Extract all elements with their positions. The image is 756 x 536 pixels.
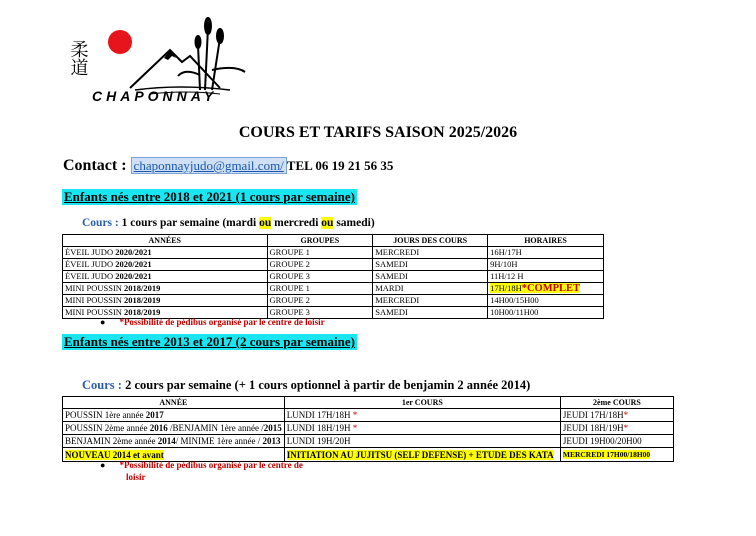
complet-flag: *COMPLET	[521, 283, 581, 294]
cell-jour: MARDI	[373, 283, 488, 295]
table-row	[63, 409, 674, 422]
cours-part: samedi)	[333, 217, 375, 229]
section2-cours-line	[82, 378, 530, 393]
cell-cours2: JEUDI 17H/18H*	[560, 409, 673, 422]
cell-cours1: LUNDI 19H/20H	[284, 435, 560, 448]
table-row	[63, 283, 604, 295]
cell-jour: MERCREDI	[373, 295, 488, 307]
table-row	[63, 247, 604, 259]
cell-jour: SAMEDI	[373, 271, 488, 283]
cours-part: mercredi	[271, 217, 322, 229]
pedibus-note-2: ● *Possibilité de pédibus organisé par le centre de	[100, 460, 303, 470]
cell-cours1: LUNDI 17H/18H *	[284, 409, 560, 422]
cell-cours2: JEUDI 18H/19H*	[560, 422, 673, 435]
contact-label: Contact :	[63, 157, 127, 174]
table-header-row	[63, 397, 674, 409]
cell-horaire: 10H00/11H00	[488, 307, 604, 319]
schedule-table-1	[62, 234, 604, 319]
header-cours1: 1er COURS	[284, 397, 560, 409]
cell-annee: MINI POUSSIN 2018/2019	[63, 283, 268, 295]
cell-cours2: MERCREDI 17H00/18H00	[560, 448, 673, 462]
cell-annee: ÉVEIL JUDO 2020/2021	[63, 259, 268, 271]
cell-horaire: 16H/17H	[488, 247, 604, 259]
cell-horaire: 14H00/15H00	[488, 295, 604, 307]
cell-cours1: INITIATION AU JUJITSU (SELF DEFENSE) + ETUDE DES KATA	[284, 448, 560, 462]
table-row	[63, 295, 604, 307]
schedule-table-2	[62, 396, 674, 462]
section1-banner: Enfants nés entre 2018 et 2021 (1 cours par semaine)	[64, 189, 355, 204]
cell-horaire: 11H/12 H	[488, 271, 604, 283]
logo-kanji: 柔道	[67, 40, 89, 76]
cell-jour: MERCREDI	[373, 247, 488, 259]
section1-cours-line	[82, 217, 375, 229]
bullet-icon: ●	[100, 317, 106, 327]
cell-horaire: 17H/18H*COMPLET	[488, 283, 604, 295]
page-title: COURS ET TARIFS SAISON 2025/2026	[238, 124, 518, 141]
cell-annee: BENJAMIN 2ème année 2014/ MINIME 1ère année / 2013	[63, 435, 285, 448]
cell-groupe: GROUPE 3	[267, 271, 373, 283]
table-row	[63, 422, 674, 435]
cell-groupe: GROUPE 2	[267, 259, 373, 271]
cours-label: Cours :	[82, 378, 122, 392]
cours-or-highlight: ou	[259, 217, 272, 229]
header-annee: ANNÉE	[63, 397, 285, 409]
cell-annee: MINI POUSSIN 2018/2019	[63, 295, 268, 307]
cell-groupe: GROUPE 1	[267, 283, 373, 295]
cell-groupe: GROUPE 3	[267, 307, 373, 319]
cell-cours2: JEUDI 19H00/20H00	[560, 435, 673, 448]
cell-annee: ÉVEIL JUDO 2020/2021	[63, 247, 268, 259]
cell-annee: NOUVEAU 2014 et avant	[63, 448, 285, 462]
cours-label: Cours :	[82, 217, 119, 229]
cell-annee: POUSSIN 2ème année 2016 /BENJAMIN 1ère année /2015	[63, 422, 285, 435]
header-jours: JOURS DES COURS	[373, 235, 488, 247]
cours-text: 2 cours par semaine (+ 1 cours optionnel à partir de benjamin 2 année 2014)	[125, 378, 531, 392]
cell-jour: SAMEDI	[373, 259, 488, 271]
table-row	[63, 259, 604, 271]
table-header-row	[63, 235, 604, 247]
logo-text: CHAPONNAY	[92, 88, 218, 104]
pedibus-note-1: ● *Possibilité de pédibus organisé par le centre de loisir	[100, 317, 325, 327]
header-horaires: HORAIRES	[488, 235, 604, 247]
table-row	[63, 271, 604, 283]
pedibus-note-2-cont: loisir	[126, 472, 146, 482]
contact-line	[63, 157, 393, 175]
phone-number: TEL 06 19 21 56 35	[286, 158, 394, 173]
cell-jour: SAMEDI	[373, 307, 488, 319]
cell-cours1: LUNDI 18H/19H *	[284, 422, 560, 435]
email-link[interactable]: chaponnayjudo@gmail.com/	[131, 157, 287, 174]
header-groupes: GROUPES	[267, 235, 373, 247]
cours-or-highlight: ou	[321, 217, 334, 229]
cell-groupe: GROUPE 1	[267, 247, 373, 259]
cours-part: 1 cours par semaine (mardi	[121, 217, 260, 229]
table-row	[63, 435, 674, 448]
cell-groupe: GROUPE 2	[267, 295, 373, 307]
section2-banner: Enfants nés entre 2013 et 2017 (2 cours par semaine)	[64, 334, 355, 349]
cell-annee: MINI POUSSIN 2018/2019	[63, 307, 268, 319]
header-annees: ANNÉES	[63, 235, 268, 247]
cell-annee: ÉVEIL JUDO 2020/2021	[63, 271, 268, 283]
header-cours2: 2ème COURS	[560, 397, 673, 409]
cell-annee: POUSSIN 1ère année 2017	[63, 409, 285, 422]
bullet-icon: ●	[100, 460, 106, 470]
cell-horaire: 9H/10H	[488, 259, 604, 271]
sun-icon	[108, 30, 132, 54]
